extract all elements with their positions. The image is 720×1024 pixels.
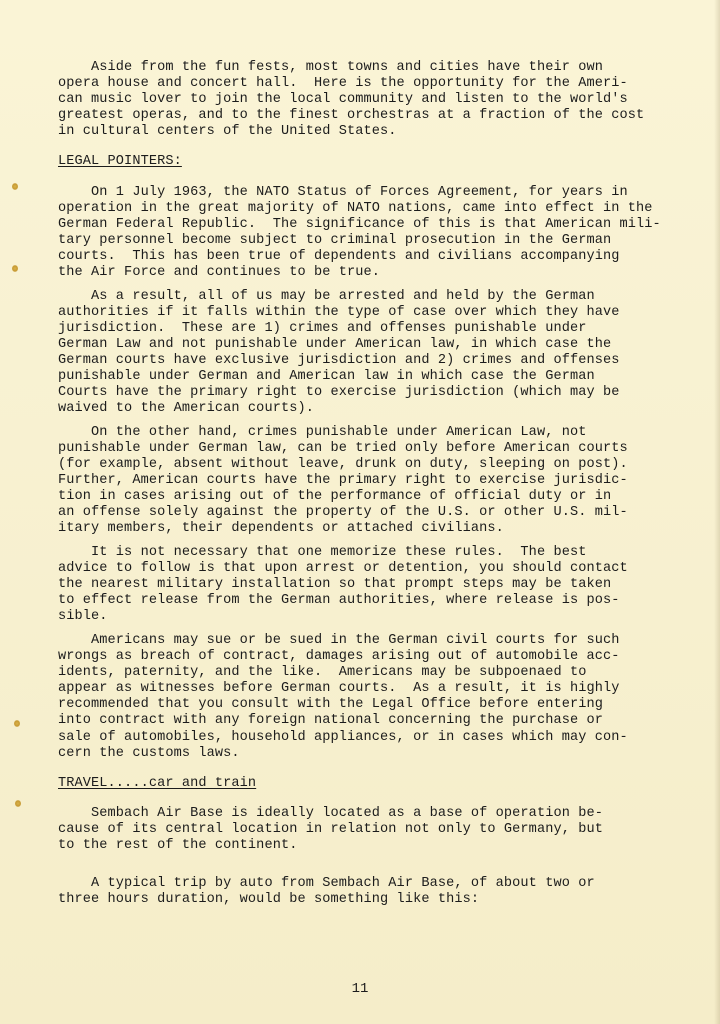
text-line: German Law and not punishable under American law, in which case the <box>58 336 612 352</box>
text-line: waived to the American courts). <box>58 401 314 417</box>
punch-hole-mark <box>12 265 18 272</box>
text-line: As a result, all of us may be arrested and held by the German <box>58 288 595 304</box>
travel-heading: TRAVEL.....car and train <box>58 775 257 791</box>
legal-pointers-heading: LEGAL POINTERS: <box>58 154 182 170</box>
document-body <box>58 60 678 908</box>
text-line: opera house and concert hall. Here is the opportunity for the Ameri- <box>58 76 628 92</box>
text-line: an offense solely against the property of the U.S. or other U.S. mil- <box>58 505 628 521</box>
text-line: On 1 July 1963, the NATO Status of Forces Agreement, for years in <box>58 184 628 200</box>
text-line: It is not necessary that one memorize these rules. The best <box>58 545 587 561</box>
paragraph-travel-2 <box>58 876 678 908</box>
text-line: (for example, absent without leave, drunk on duty, sleeping on post). <box>58 457 628 473</box>
text-line: tion in cases arising out of the performance of official duty or in <box>58 489 612 505</box>
text-line: On the other hand, crimes punishable under American Law, not <box>58 424 587 440</box>
paragraph-travel-1 <box>58 806 678 854</box>
text-line: authorities if it falls within the type of case over which they have <box>58 304 620 320</box>
text-line: recommended that you consult with the Legal Office before entering <box>58 697 603 713</box>
text-line: A typical trip by auto from Sembach Air Base, of about two or <box>58 875 595 891</box>
text-line: Courts have the primary right to exercise jurisdiction (which may be <box>58 385 620 401</box>
text-line: can music lover to join the local community and listen to the world's <box>58 92 628 108</box>
text-line: itary members, their dependents or attached civilians. <box>58 521 504 537</box>
text-line: Further, American courts have the primary right to exercise jurisdic- <box>58 473 628 489</box>
punch-hole-mark <box>15 800 21 807</box>
text-line: German Federal Republic. The significance of this is that American mili- <box>58 216 661 232</box>
text-line: cern the customs laws. <box>58 745 240 761</box>
text-line: idents, paternity, and the like. Americans may be subpoenaed to <box>58 665 587 681</box>
paragraph-legal-1 <box>58 185 678 282</box>
text-line: Sembach Air Base is ideally located as a base of operation be- <box>58 805 603 821</box>
text-line: Aside from the fun fests, most towns and cities have their own <box>58 60 603 75</box>
text-line: greatest operas, and to the finest orchestras at a fraction of the cost <box>58 108 645 124</box>
text-line: the nearest military installation so that prompt steps may be taken <box>58 577 612 593</box>
text-line: cause of its central location in relation not only to Germany, but <box>58 821 603 837</box>
paragraph-legal-2 <box>58 289 678 418</box>
paragraph-intro <box>58 60 678 140</box>
text-line: tary personnel become subject to criminal prosecution in the German <box>58 232 612 248</box>
text-line: jurisdiction. These are 1) crimes and offenses punishable under <box>58 320 587 336</box>
text-line: three hours duration, would be something like this: <box>58 891 480 907</box>
text-line: into contract with any foreign national concerning the purchase or <box>58 713 603 729</box>
text-line: the Air Force and continues to be true. <box>58 265 381 281</box>
text-line: in cultural centers of the United States. <box>58 124 397 140</box>
text-line: wrongs as breach of contract, damages arising out of automobile acc- <box>58 649 620 665</box>
text-line: to effect release from the German authorities, where release is pos- <box>58 593 620 609</box>
paragraph-legal-5 <box>58 633 678 762</box>
text-line: advice to follow is that upon arrest or detention, you should contact <box>58 561 628 577</box>
page-number: 11 <box>351 981 369 997</box>
punch-hole-mark <box>14 720 20 727</box>
punch-hole-mark <box>12 183 18 190</box>
text-line: punishable under German law, can be tried only before American courts <box>58 440 628 456</box>
page-edge-shadow <box>714 0 720 1024</box>
paragraph-legal-4 <box>58 545 678 625</box>
text-line: appear as witnesses before German courts. As a result, it is highly <box>58 681 620 697</box>
text-line: courts. This has been true of dependents and civilians accompanying <box>58 248 620 264</box>
text-line: punishable under German and American law in which case the German <box>58 369 595 385</box>
text-line: Americans may sue or be sued in the German civil courts for such <box>58 633 620 648</box>
text-line: sale of automobiles, household appliances, or in cases which may con- <box>58 729 628 745</box>
text-line: German courts have exclusive jurisdiction and 2) crimes and offenses <box>58 353 620 368</box>
paragraph-legal-3 <box>58 425 678 538</box>
text-line: sible. <box>58 609 108 625</box>
text-line: operation in the great majority of NATO nations, came into effect in the <box>58 200 653 216</box>
text-line: to the rest of the continent. <box>58 838 298 854</box>
